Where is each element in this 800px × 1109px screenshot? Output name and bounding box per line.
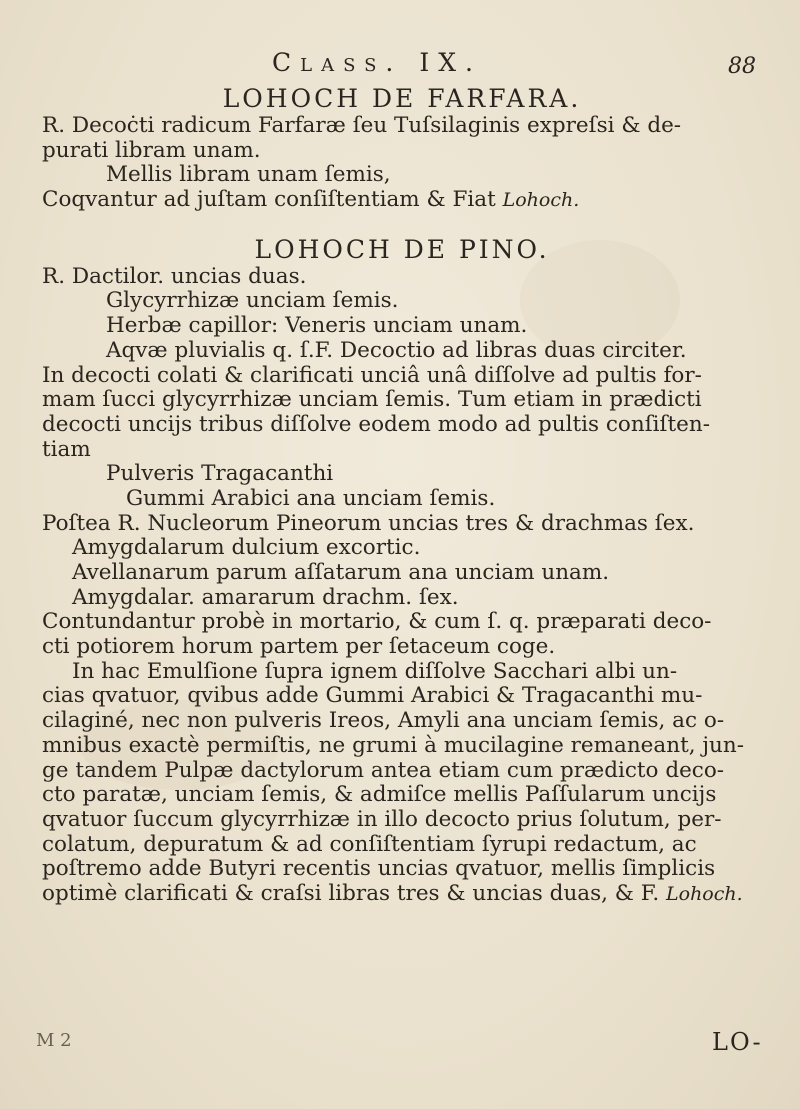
line-text: Amygdalar. amararum drachm. ſex. [72, 584, 459, 610]
line-text: Contundantur probè in mortario, & cum ſ. q. præparati deco- [42, 609, 712, 635]
text-line [42, 660, 762, 685]
line-text: decocti uncijs tribus diſſolve eodem modo ad pultis conſiſten- [42, 411, 710, 437]
line-text: colatum, depuratum & ad conſiſtentiam ſyrupi redactum, ac [42, 831, 697, 857]
line-text: Mellis libram unam ſemis, [106, 162, 391, 188]
section-title: LOHOCH DE FARFARA. [222, 84, 582, 113]
class-label: Class. IX. [272, 48, 482, 77]
text-line [42, 364, 762, 389]
running-head [0, 42, 800, 82]
line-text: optimè clarificati & craſsi libras tres & uncias duas, & F. [42, 880, 667, 906]
line-text: Coqvantur ad juſtam conſiſtentiam & Fiat [42, 187, 503, 213]
text-line [42, 882, 762, 907]
text-line [42, 163, 762, 188]
line-text: Herbæ capillor: Veneris unciam unam. [106, 313, 528, 339]
text-line [42, 487, 762, 512]
text-line [42, 561, 762, 586]
page-number: 88 [728, 54, 756, 79]
line-text: Avellanarum parum aſſatarum ana unciam unam. [72, 560, 610, 585]
line-text: cto paratæ, unciam ſemis, & admiſce mellis Paſſularum uncijs [42, 782, 717, 808]
italic-word: Lohoch. [502, 189, 580, 212]
text-line [42, 833, 762, 858]
text-line [42, 139, 762, 164]
line-text: cias qvatuor, qvibus adde Gummi Arabici & Tragacanthi mu- [42, 683, 703, 709]
line-text: qvatuor ſuccum glycyrrhizæ in illo decocto prius ſolutum, per- [42, 806, 722, 832]
line-text: Aqvæ pluvialis q. ſ.F. Decoctio ad libras duas circiter. [106, 337, 687, 363]
signature-mark: M 2 [36, 1030, 72, 1051]
line-text: Glycyrrhizæ unciam ſemis. [106, 288, 399, 314]
text-line [42, 734, 762, 759]
text-line [42, 536, 762, 561]
text-line [42, 512, 762, 537]
line-text: In decocti colati & clarificati unciâ unâ diſſolve ad pultis for- [42, 362, 702, 388]
text-line [42, 339, 762, 364]
line-text: Pulveris Tragacanthi [106, 461, 334, 487]
line-text: Poſtea R. Nucleorum Pineorum uncias tres & drachmas ſex. [42, 510, 695, 536]
line-text: mnibus exactè permiſtis, ne grumi à mucilagine remaneant, jun- [42, 732, 745, 758]
recipe-text [42, 84, 762, 907]
line-text: ge tandem Pulpæ dactylorum antea etiam cum prædicto deco- [42, 757, 725, 783]
text-line [42, 462, 762, 487]
line-text: cti potiorem horum partem per ſetaceum coge. [42, 634, 556, 660]
text-line [42, 289, 762, 314]
line-text: R. Decoċti radicum Farfaræ ſeu Tuſsilaginis expreſsi & de- [42, 113, 682, 138]
text-line [42, 783, 762, 808]
text-line [42, 857, 762, 882]
line-text: mam ſucci glycyrrhizæ unciam ſemis. Tum etiam in prædicti [42, 387, 702, 413]
text-line [42, 586, 762, 611]
text-line [42, 413, 762, 438]
text-line [42, 709, 762, 734]
text-line [42, 610, 762, 635]
text-line [42, 808, 762, 833]
catchword: LO- [712, 1028, 763, 1056]
italic-word: Lohoch. [666, 882, 743, 905]
line-text: Gummi Arabici ana unciam ſemis. [126, 485, 496, 511]
line-text: In hac Emulſione ſupra ignem diſſolve Sacchari albi un- [72, 658, 678, 684]
text-line [42, 388, 762, 413]
line-text: poſtremo adde Butyri recentis uncias qvatuor, mellis ſimplicis [42, 856, 716, 882]
text-line [42, 635, 762, 660]
line-text: tiam [42, 436, 91, 462]
text-line [42, 114, 762, 139]
line-text: purati libram unam. [42, 137, 261, 163]
line-text: R. Dactilor. uncias duas. [42, 263, 307, 289]
line-text: Amygdalarum dulcium excortic. [72, 535, 421, 561]
text-line [42, 759, 762, 784]
page-footer [0, 1030, 800, 1060]
text-line [42, 265, 762, 290]
text-line [42, 438, 762, 463]
text-line [42, 188, 762, 213]
text-line [42, 314, 762, 339]
line-text: cilaginé, nec non pulveris Ireos, Amyli ana unciam ſemis, ac o- [42, 708, 725, 734]
section-title: LOHOCH DE PINO. [254, 234, 550, 264]
text-line [42, 684, 762, 709]
